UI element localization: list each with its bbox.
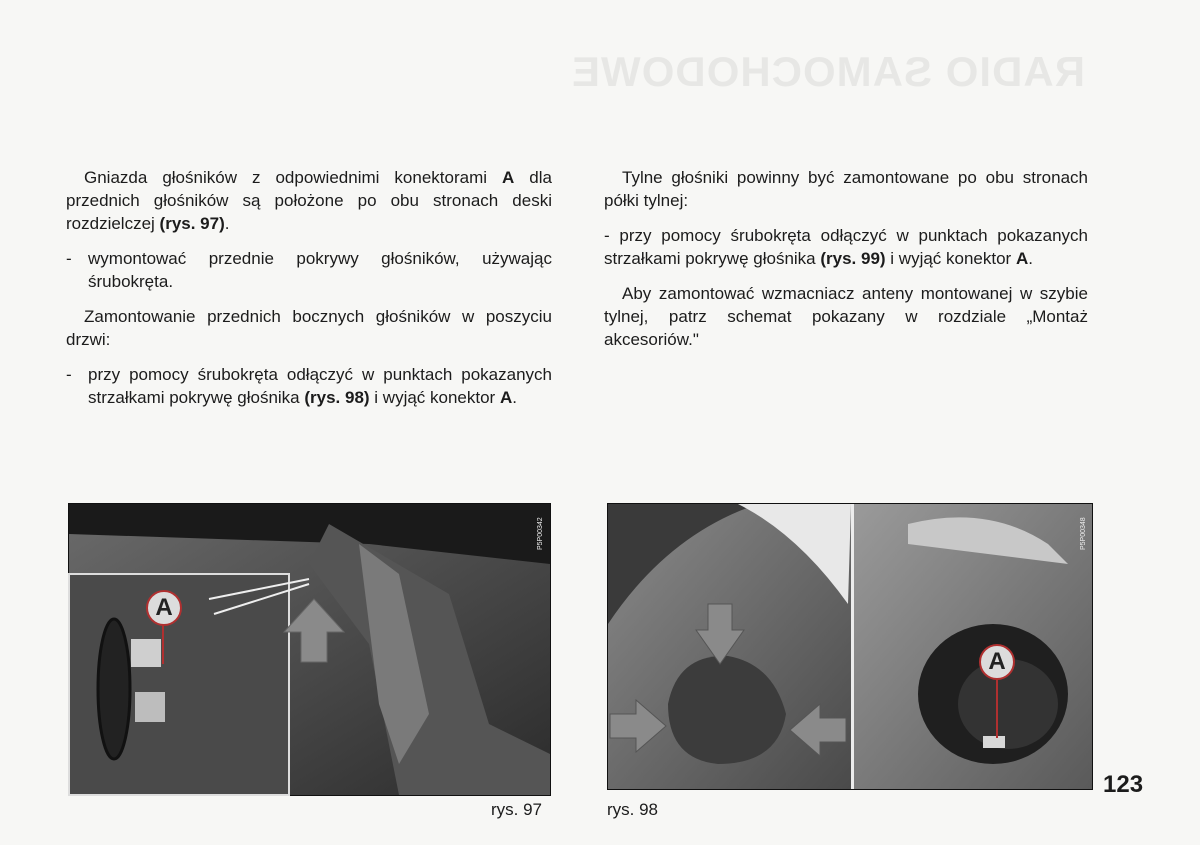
left-column [66,166,552,421]
figure-97-caption: rys. 97 [491,800,543,819]
figure-98-illustration [608,504,1092,789]
figure-97-code: P5P00342 [537,517,544,550]
figure-97-illustration [69,504,550,795]
bullet-rear-connector: - przy pomocy śrubokręta odłączyć w punktach pokazanych strzałkami pokrywę głośnika (rys. 99) i wyjąć konektor A. [604,226,1088,268]
ghost-chapter-title: RADIO SAMOCHODOWE [571,48,1085,95]
figure-97-label-a: A [146,590,182,626]
paragraph-front-speakers: Gniazda głośników z odpowiednimi konektorami A dla przednich głośników są położone po obu stronach deski rozdzielczej (rys. 97). [66,168,552,233]
bullet-door-connector: - przy pomocy śrubokręta odłączyć w punktach pokazanych strzałkami pokrywę głośnika (rys. 98) i wyjąć konektor A. [66,365,552,407]
paragraph-rear-speakers: Tylne głośniki powinny być zamontowane po obu stronach półki tylnej: [604,168,1088,210]
figure-98-caption: rys. 98 [607,800,659,819]
paragraph-antenna-amplifier: Aby zamontować wzmacniacz anteny montowanej w szybie tylnej, patrz schemat pokazany w rozdziale „Montaż akcesoriów." [604,284,1088,349]
paragraph-door-speakers: Zamontowanie przednich bocznych głośników w poszyciu drzwi: [66,307,552,349]
figure-97 [68,503,551,796]
figure-98-label-a: A [979,644,1015,680]
figure-98 [607,503,1093,790]
bullet-remove-covers: - wymontować przednie pokrywy głośników, używając śrubokręta. [66,249,552,291]
right-column [604,166,1088,363]
figure-98-code: P5P00348 [1080,517,1087,550]
page-number: 123 [1103,771,1144,798]
